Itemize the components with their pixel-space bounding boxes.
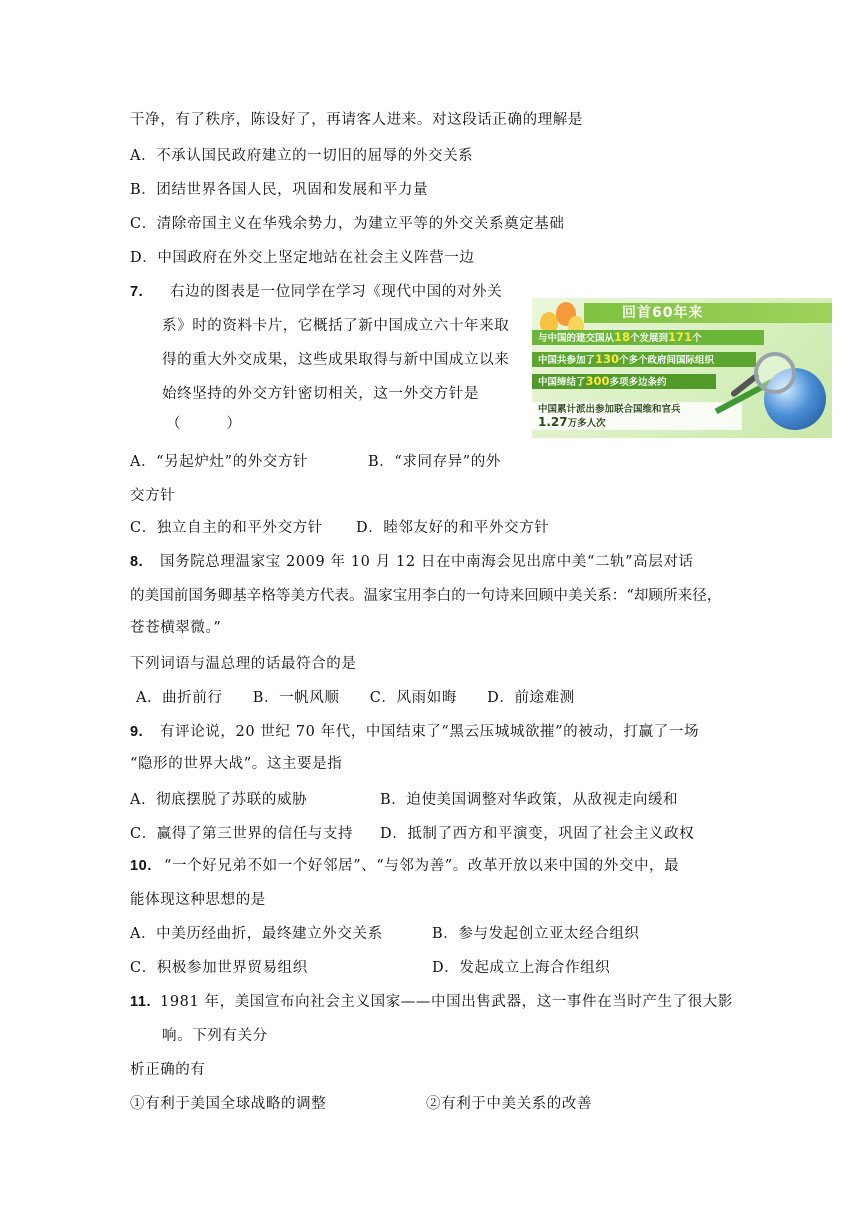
q8-options: A．曲折前行 B．一帆风顺 C．风雨如晦 D．前途难测 <box>136 690 575 706</box>
card-row-diplomatic-relations: 与中国的建交国从18个发展到171个 <box>532 330 764 345</box>
q11-stem-2: 响。下列有关分 <box>162 1028 268 1044</box>
q9-stem-1: 有评论说，20 世纪 70 年代，中国结束了“黑云压城城欲摧”的被动，打赢了一场 <box>160 724 700 740</box>
q10-stem-2: 能体现这种思想的是 <box>130 892 266 908</box>
q10-option-c: C．积极参加世界贸易组织 <box>130 960 308 976</box>
q6-option-d: D．中国政府在外交上坚定地站在社会主义阵营一边 <box>130 250 475 266</box>
card-row-treaties: 中国缔结了300多项多边条约 <box>532 374 716 389</box>
q7-stem-1: 右边的图表是一位同学在学习《现代中国的对外关 <box>170 284 503 300</box>
q11-option-2: ②有利于中美关系的改善 <box>426 1096 593 1112</box>
q9-option-d: D．抵制了西方和平演变，巩固了社会主义政权 <box>380 826 695 842</box>
q10-option-a: A．中美历经曲折，最终建立外交关系 <box>130 926 383 942</box>
diplomacy-achievement-card <box>532 298 832 438</box>
q9-number: 9. <box>130 724 144 740</box>
q7-option-b-cont: 交方针 <box>130 488 176 504</box>
q6-option-a: A．不承认国民政府建立的一切旧的屈辱的外交关系 <box>130 148 474 164</box>
q10-option-d: D．发起成立上海合作组织 <box>432 960 611 976</box>
q8-stem-2: 的美国前国务卿基辛格等美方代表。温家宝用李白的一句诗来回顾中美关系：“却顾所来径， <box>130 588 722 604</box>
q8-number: 8. <box>130 554 144 570</box>
q7-stem-4: 始终坚持的外交方针密切相关，这一外交方针是 <box>162 386 480 402</box>
card-row-peacekeepers: 中国累计派出参加联合国维和官兵 1.27万多人次 <box>532 402 742 430</box>
q6-option-c: C．清除帝国主义在华残余势力，为建立平等的外交关系奠定基础 <box>130 216 565 232</box>
q8-question: 下列词语与温总理的话最符合的是 <box>130 656 357 672</box>
q7-option-a: A．“另起炉灶”的外交方针 <box>130 454 309 470</box>
q11-option-1: ①有利于美国全球战略的调整 <box>130 1096 327 1112</box>
q8-stem-3: 苍苍横翠微。” <box>130 620 222 636</box>
q8-stem-1: 国务院总理温家宝 2009 年 10 月 12 日在中南海会见出席中美“二轨”高层对话 <box>160 554 694 570</box>
q9-option-a: A．彻底摆脱了苏联的威胁 <box>130 792 308 808</box>
q7-number: 7. <box>130 284 144 300</box>
q7-option-b: B．“求同存异”的外 <box>368 454 501 470</box>
q10-stem-1: “一个好兄弟不如一个好邻居”、“与邻为善”。改革开放以来中国的外交中，最 <box>164 858 680 874</box>
q7-stem-2: 系》时的资料卡片，它概括了新中国成立六十年来取 <box>162 318 510 334</box>
card-row-organizations: 中国共参加了130个多个政府间国际组织 <box>532 352 756 367</box>
q9-stem-2: “隐形的世界大战”。这主要是指 <box>130 756 343 772</box>
q6-stem-tail: 干净，有了秩序，陈设好了，再请客人进来。对这段话正确的理解是 <box>130 112 583 128</box>
q11-number: 11. <box>130 994 152 1010</box>
q9-option-c: C．赢得了第三世界的信任与支持 <box>130 826 354 842</box>
q7-stem-3: 得的重大外交成果，这些成果取得与新中国成立以来 <box>162 352 510 368</box>
q6-option-b: B．团结世界各国人民，巩固和发展和平力量 <box>130 182 429 198</box>
q7-answer-blank: （ ） <box>166 416 242 432</box>
q7-option-c: C．独立自主的和平外交方针 <box>130 520 323 536</box>
card-title: 回首60年来 <box>584 303 832 323</box>
magnifier-icon <box>754 352 796 394</box>
q7-option-d: D．睦邻友好的和平外交方针 <box>356 520 550 536</box>
q10-number: 10. <box>130 858 152 874</box>
q11-stem-1: 1981 年，美国宣布向社会主义国家——中国出售武器，这一事件在当时产生了很大影 <box>160 994 734 1010</box>
q11-stem-3: 析正确的有 <box>130 1062 206 1078</box>
q9-option-b: B．迫使美国调整对华政策，从敌视走向缓和 <box>380 792 679 808</box>
q10-option-b: B．参与发起创立亚太经合组织 <box>432 926 640 942</box>
